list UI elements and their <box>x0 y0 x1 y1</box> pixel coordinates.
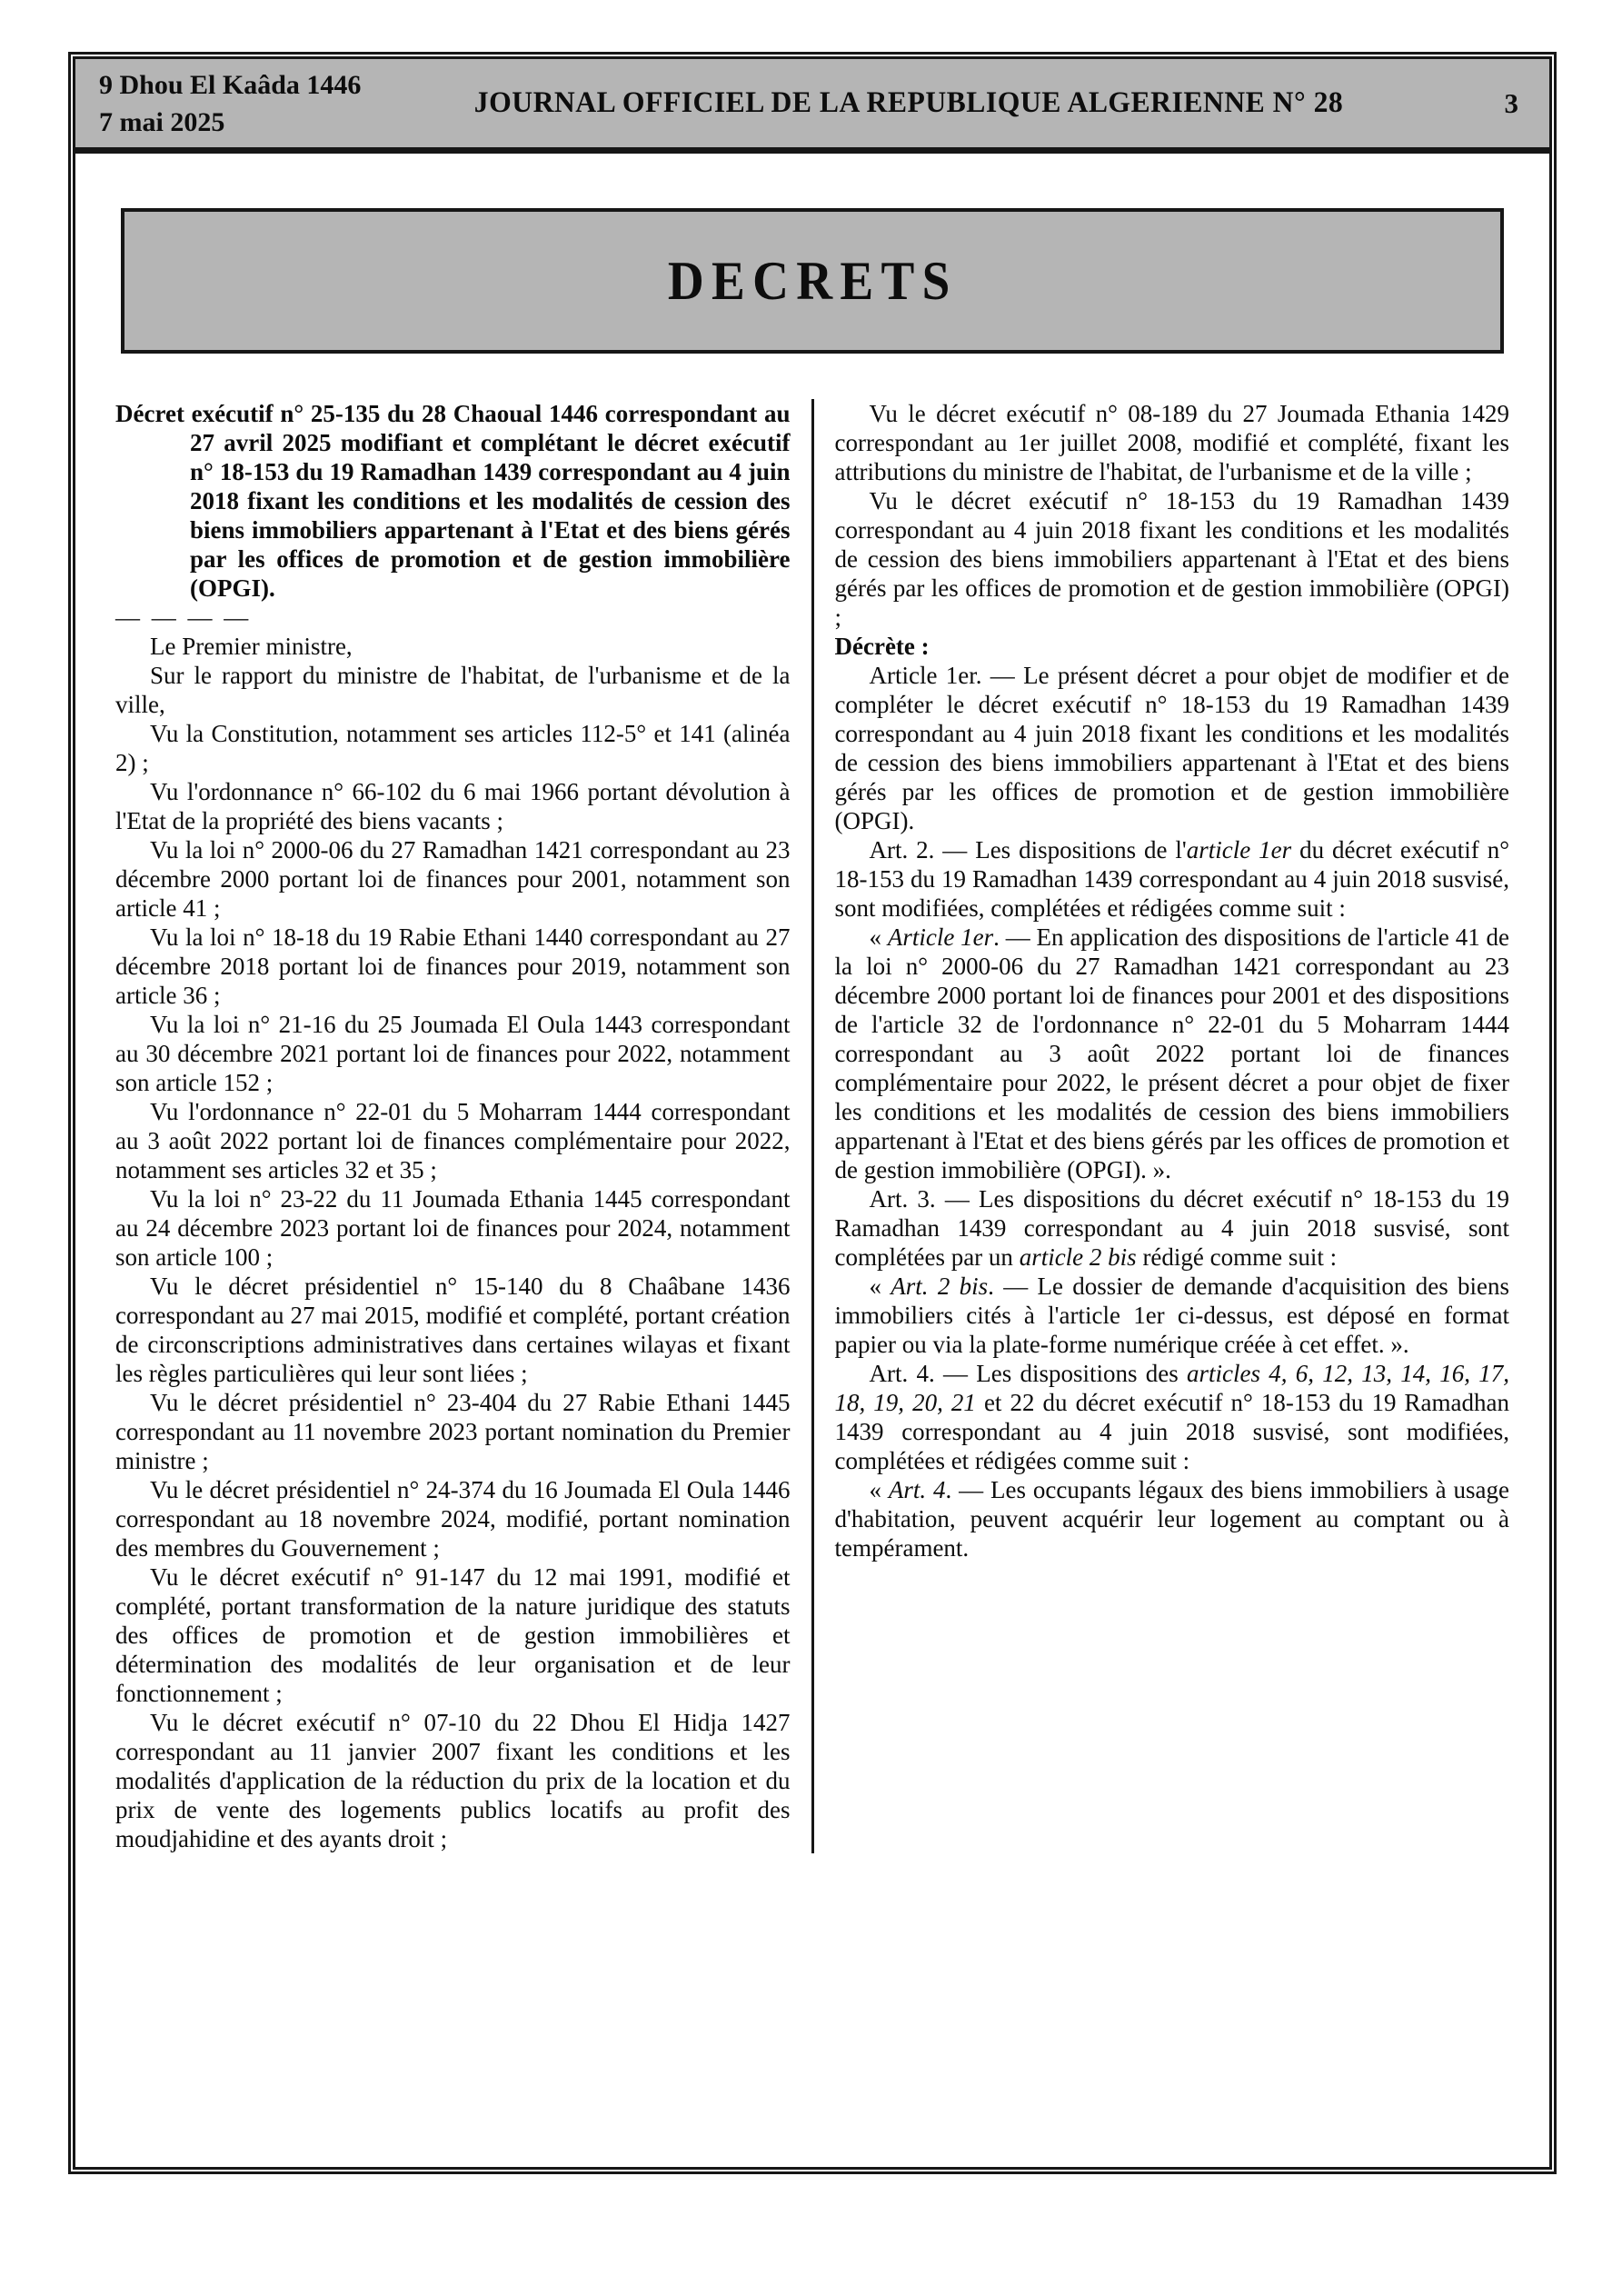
section-banner <box>121 208 1504 354</box>
hijri-date: 9 Dhou El Kaâda 1446 <box>99 69 362 100</box>
article-1: Article 1er. — Le présent décret a pour objet de modifier et de compléter le décret exécutif n° 18-153 du 19 Ramadhan 1439 correspondant au 4 juin 2018 fixant les conditions et les modalités de cession des biens immobiliers appartenant à l'Etat et des biens gérés par les offices de promotion et de gestion immobilière (OPGI). <box>834 662 1509 834</box>
article-4: Art. 4. — Les dispositions des articles 4, 6, 12, 13, 14, 16, 17, 18, 19, 20, 21 et 22 du décret exécutif n° 18-153 du 19 Ramadhan 1439 correspondant au 4 juin 2018 susvisé, sont modifiées, complétées et rédigées comme suit : <box>834 1360 1509 1474</box>
decrete-label: Décrète : <box>834 633 930 660</box>
visa-decret-23-404: Vu le décret présidentiel n° 23-404 du 27 Rabie Ethani 1445 correspondant au 11 novembre 2023 portant nomination du Premier ministre ; <box>115 1389 791 1474</box>
visa-ordonnance-22-01: Vu l'ordonnance n° 22-01 du 5 Moharram 1444 correspondant au 3 août 2022 portant loi de finances complémentaire pour 2022, notamment ses articles 32 et 35 ; <box>115 1098 791 1183</box>
visa-decret-08-189: Vu le décret exécutif n° 08-189 du 27 Joumada Ethania 1429 correspondant au 1er juillet 2008, modifié et complété, fixant les attributions du ministre de l'habitat, de l'urbanisme et de la ville ; <box>834 400 1509 485</box>
visa-decret-07-10: Vu le décret exécutif n° 07-10 du 22 Dhou El Hidja 1427 correspondant au 11 janvier 2007 fixant les conditions et les modalités d'application de la réduction du prix de la location et du prix de vente des logements publics locatifs au profit des moudjahidine et des ayants droit ; <box>115 1709 791 1852</box>
page-frame-inner <box>73 56 1552 2170</box>
quoted-article-2bis: « Art. 2 bis. — Le dossier de demande d'acquisition des biens immobiliers cités à l'article 1er ci-dessus, est déposé en format papier ou via la plate-forme numérique créée à cet effet. ». <box>834 1273 1510 1358</box>
left-column <box>115 399 811 1853</box>
masthead <box>75 59 1549 154</box>
quoted-article-1: « Article 1er. — En application des dispositions de l'article 41 de la loi n° 2000-06 du 27 Ramadhan 1421 correspondant au 23 décembre 2000 portant loi de finances pour 2001 et des dispositions de l'article 32 de l'ordonnance n° 22-01 du 5 Moharram 1444 correspondant au 3 août 2022 portant loi de finances complémentaire pour 2022, le présent décret a pour objet de fixer les conditions et les modalités de cession des biens immobiliers appartenant à l'Etat et des biens gérés par les offices de promotion et de gestion immobilière (OPGI). ». <box>834 923 1510 1183</box>
masthead-dates <box>75 66 399 141</box>
visa-decret-15-140: Vu le décret présidentiel n° 15-140 du 8 Chaâbane 1436 correspondant au 27 mai 2015, modifié et complété, portant création de circonscriptions administratives dans certaines wilayas et fixant les règles particulières qui leur sont liées ; <box>115 1273 791 1387</box>
article-2: Art. 2. — Les dispositions de l'article 1er du décret exécutif n° 18-153 du 19 Ramadhan 1439 correspondant au 4 juin 2018 susvisé, sont modifiées, complétées et rédigées comme suit : <box>834 836 1509 922</box>
dash-separator: — — — — <box>115 604 252 631</box>
quoted-article-4: « Art. 4. — Les occupants légaux des biens immobiliers à usage d'habitation, peuvent acquérir leur logement au comptant ou à tempérament. <box>834 1476 1509 1562</box>
right-column <box>814 399 1510 1853</box>
visa-decret-24-374: Vu le décret présidentiel n° 24-374 du 16 Joumada El Oula 1446 correspondant au 18 novembre 2024, modifié, portant nomination des membres du Gouvernement ; <box>115 1476 791 1562</box>
visa-ordonnance-66-102: Vu l'ordonnance n° 66-102 du 6 mai 1966 portant dévolution à l'Etat de la propriété des biens vacants ; <box>115 778 791 834</box>
journal-title: JOURNAL OFFICIEL DE LA REPUBLIQUE ALGERIENNE N° 28 <box>473 86 1344 119</box>
visa-loi-21-16: Vu la loi n° 21-16 du 25 Joumada El Oula 1443 correspondant au 30 décembre 2021 portant loi de finances pour 2022, notamment son article 152 ; <box>115 1011 791 1096</box>
visa-loi-2000-06: Vu la loi n° 2000-06 du 27 Ramadhan 1421 correspondant au 23 décembre 2000 portant loi de finances pour 2001, notamment son article 41 ; <box>115 836 791 922</box>
visa-loi-23-22: Vu la loi n° 23-22 du 11 Joumada Ethania 1445 correspondant au 24 décembre 2023 portant loi de finances pour 2024, notamment son article 100 ; <box>115 1185 791 1271</box>
premier-ministre-line: Le Premier ministre, <box>150 633 353 660</box>
article-3: Art. 3. — Les dispositions du décret exécutif n° 18-153 du 19 Ramadhan 1439 correspondant au 4 juin 2018 susvisé, sont complétées par un article 2 bis rédigé comme suit : <box>834 1185 1509 1271</box>
visa-loi-18-18: Vu la loi n° 18-18 du 19 Rabie Ethani 1440 correspondant au 27 décembre 2018 portant loi de finances pour 2019, notamment son article 36 ; <box>115 923 791 1009</box>
two-column-body <box>115 399 1509 1853</box>
visa-constitution: Vu la Constitution, notamment ses articles 112-5° et 141 (alinéa 2) ; <box>115 720 791 776</box>
rapport-line: Sur le rapport du ministre de l'habitat, de l'urbanisme et de la ville, <box>115 662 791 718</box>
decree-headline: Décret exécutif n° 25-135 du 28 Chaoual 1446 correspondant au 27 avril 2025 modifiant et complétant le décret exécutif n° 18-153 du 19 Ramadhan 1439 correspondant au 4 juin 2018 fixant les conditions et les modalités de cession des biens immobiliers appartenant à l'Etat et des biens gérés par les offices de promotion et de gestion immobilière (OPGI). <box>115 400 791 602</box>
visa-decret-18-153: Vu le décret exécutif n° 18-153 du 19 Ramadhan 1439 correspondant au 4 juin 2018 fixant les conditions et les modalités de cession des biens immobiliers appartenant à l'Etat et des biens gérés par les offices de promotion et de gestion immobilière (OPGI) ; <box>834 487 1509 631</box>
visa-decret-91-147: Vu le décret exécutif n° 91-147 du 12 mai 1991, modifié et complété, portant transformation de la nature juridique des statuts des offices de promotion et de gestion immobilières et détermination des modalités de leur organisation et de leur fonctionnement ; <box>115 1563 791 1707</box>
page-number: 3 <box>1504 86 1518 119</box>
gregorian-date: 7 mai 2025 <box>99 106 225 137</box>
page-frame <box>68 52 1557 2174</box>
section-title: DECRETS <box>667 250 958 311</box>
